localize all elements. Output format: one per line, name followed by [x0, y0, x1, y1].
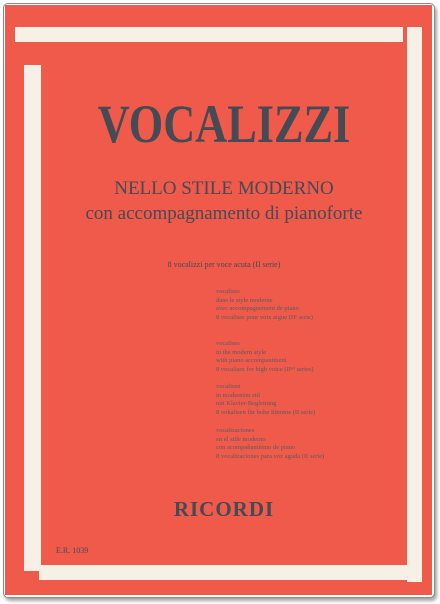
catalog-number: E.R. 1039 — [56, 546, 89, 555]
cream-band-left — [24, 65, 41, 571]
description-block-spanish — [216, 427, 396, 461]
description-line: avec accompagnement de piano — [216, 305, 299, 313]
description-line: vocalizaciones — [216, 427, 255, 434]
description-block-english — [216, 340, 396, 374]
description-line: mit Klavier-Begleitung — [216, 400, 277, 408]
description-line: 8 vocalises for high voice (IIⁿᵈ series) — [216, 365, 314, 373]
description-line: 8 vokalisen für hohe Stimme (II serie) — [216, 408, 316, 416]
description-line: vocalises — [216, 340, 240, 347]
description-line: dans le style moderne — [216, 296, 273, 304]
series-line: 8 vocalizzi per voce acuta (II serie) — [167, 260, 281, 269]
description-line: en el stile moderno — [216, 435, 266, 443]
cream-band-top — [15, 27, 403, 42]
book-cover-frame — [3, 3, 435, 598]
description-line: con acompañamiento de piano — [216, 444, 296, 452]
description-line: with piano accompaniment — [216, 357, 287, 365]
description-block-french — [216, 288, 396, 322]
description-block-german — [216, 383, 396, 417]
cover-title: VOCALIZZI — [97, 94, 351, 154]
cover-subtitle-accompaniment: con accompagnamento di pianoforte — [85, 203, 363, 224]
description-line: 8 vocalizaciones para voz aguda (II serie) — [216, 452, 325, 460]
cream-band-bottom — [39, 565, 409, 580]
cover-subtitle: NELLO STILE MODERNO — [114, 178, 334, 199]
description-line: vocalisen — [216, 383, 241, 390]
description-line: in the modern style — [216, 348, 267, 356]
description-line: vocalises — [216, 288, 240, 295]
description-line: in modernem stil — [216, 391, 261, 399]
publisher-name: RICORDI — [173, 497, 275, 521]
description-line: 8 vocalises pour voix aigue (IIᵉ serie) — [216, 313, 313, 321]
